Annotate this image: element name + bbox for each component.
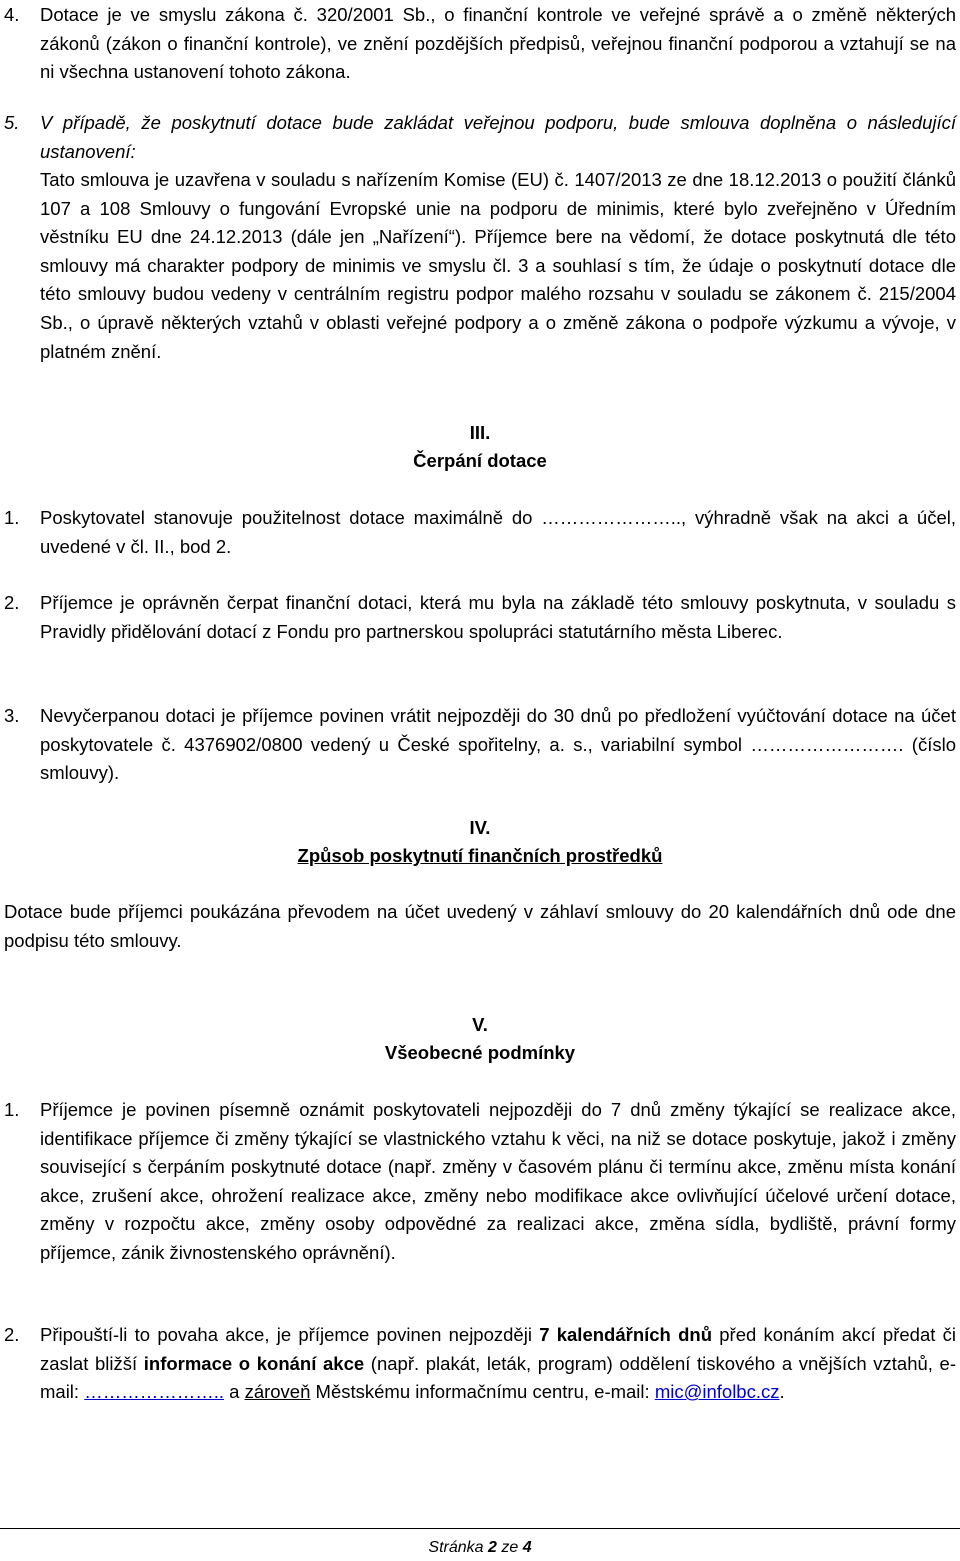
- clause-II-5: [4, 109, 956, 166]
- clause-number: 2.: [4, 1324, 20, 1345]
- clause-text-part: před konáním akcí předat či zaslat bližší: [40, 1324, 956, 1374]
- section-IV-numeral: IV.: [469, 817, 491, 838]
- page-of: ze: [496, 1539, 523, 1556]
- clause-V-2: [4, 1321, 956, 1407]
- footer-divider: [0, 1528, 960, 1529]
- clause-V-1: [4, 1096, 956, 1268]
- clause-text: Příjemce je povinen písemně oznámit poskytovateli nejpozději do 7 dnů změny týkající se realizace akce, identifikace příjemce či změny týkající se vlastnického vztahu k věci, na niž se dotace poskytuje, jakož i změny související s čerpáním poskytnuté dotace (např. změny v časovém plánu či termínu akce, změnu místa konání akce, zrušení akce, ohrožení realizace akce, změny nebo modifikace akce ovlivňující účelové určení dotace, změny v rozpočtu akce, změny osoby odpovědné za realizaci akce, změna sídla, bydliště, právní formy příjemce, zánik živnostenského oprávnění).: [40, 1099, 956, 1263]
- section-IV-text: Dotace bude příjemci poukázána převodem na účet uvedený v záhlaví smlouvy do 20 kalendářních dnů ode dne podpisu této smlouvy.: [4, 901, 956, 951]
- clause-text-part: Připouští-li to povaha akce, je příjemce povinen nejpozději: [40, 1324, 540, 1345]
- page-footer: [0, 1537, 960, 1559]
- deadline-bold: 7 kalendářních dnů: [539, 1324, 713, 1345]
- de-minimis-text: Tato smlouva je uzavřena v souladu s nařízením Komise (EU) č. 1407/2013 ze dne 18.12.2013 o použití článků 107 a 108 Smlouvy o fungování Evropské unie na podporu de minimis, které bylo zveřejněno v Úředním věstníku EU dne 24.12.2013 (dále jen „Nařízení“). Příjemce bere na vědomí, že dotace poskytnutá dle této smlouvy má charakter podpory de minimis ve smyslu čl. 3 a souhlasí s tím, že údaje o poskytnutí dotace dle této smlouvy budou vedeny v centrálním registru podpor malého rozsahu v souladu se zákonem č. 215/2004 Sb., o úpravě některých vztahů v oblasti veřejné podpory a o změně zákona o podpoře výzkumu a vývoje, v platném znění.: [40, 169, 956, 362]
- section-IV-title: Způsob poskytnutí finančních prostředků: [297, 845, 663, 866]
- clause-text: Dotace je ve smyslu zákona č. 320/2001 Sb., o finanční kontrole ve veřejné správě a o změně některých zákonů (zákon o finanční kontrole), ve znění pozdějších předpisů, veřejnou finanční podporou a vztahují se na ni všechna ustanovení tohoto zákona.: [40, 4, 956, 83]
- clause-text-part: (např. plakát, leták, program) oddělení tiskového a vnějších vztahů, e-mail:: [40, 1352, 956, 1403]
- clause-II-5-body: [40, 166, 956, 366]
- section-III-numeral: III.: [469, 422, 491, 443]
- clause-text: Nevyčerpanou dotaci je příjemce povinen vrátit nejpozději do 30 dnů po předložení vyúčtování dotace na účet poskytovatele č. 4376902/0800 vedený u České spořitelny, a. s., variabilní symbol ……………………. (číslo smlouvy).: [40, 705, 956, 784]
- clause-number: 4.: [4, 4, 20, 25]
- section-III-title: Čerpání dotace: [413, 450, 547, 471]
- clause-text-part: a: [223, 1381, 245, 1403]
- clause-number: 3.: [4, 705, 20, 726]
- clause-intro-italic: V případě, že poskytnutí dotace bude zakládat veřejnou podporu, bude smlouva doplněna o následující ustanovení:: [40, 112, 956, 162]
- clause-text-part: Městskému informačnímu centru, e-mail:: [310, 1381, 655, 1403]
- clause-number: 1.: [4, 507, 20, 528]
- section-V-title: Všeobecné podmínky: [384, 1042, 576, 1063]
- clause-text: Poskytovatel stanovuje použitelnost dotace maximálně do ………………….., výhradně však na akci a účel, uvedené v čl. II., bod 2.: [40, 507, 956, 557]
- clause-text: Příjemce je oprávněn čerpat finanční dotaci, která mu byla na základě této smlouvy poskytnuta, v souladu s Pravidly přidělování dotací z Fondu pro partnerskou spolupráci statutárního města Liberec.: [40, 592, 956, 642]
- clause-number: 5.: [4, 112, 20, 133]
- clause-text-part: .: [779, 1381, 785, 1403]
- clause-III-2: [4, 589, 956, 646]
- page-total: 4: [522, 1539, 532, 1556]
- page-label: Stránka: [428, 1539, 488, 1556]
- page-current: 2: [487, 1539, 497, 1556]
- clause-number: 2.: [4, 592, 20, 613]
- clause-III-1: [4, 504, 956, 561]
- press-email-link[interactable]: …………………..: [84, 1381, 224, 1403]
- zaroven-underlined: zároveň: [244, 1381, 311, 1403]
- clause-II-4: [4, 1, 956, 87]
- clause-III-3: [4, 702, 956, 788]
- clause-number: 1.: [4, 1099, 20, 1120]
- section-V-numeral: V.: [472, 1014, 488, 1035]
- mic-email-link[interactable]: mic@infolbc.cz: [654, 1381, 780, 1403]
- event-info-bold: informace o konání akce: [143, 1352, 365, 1374]
